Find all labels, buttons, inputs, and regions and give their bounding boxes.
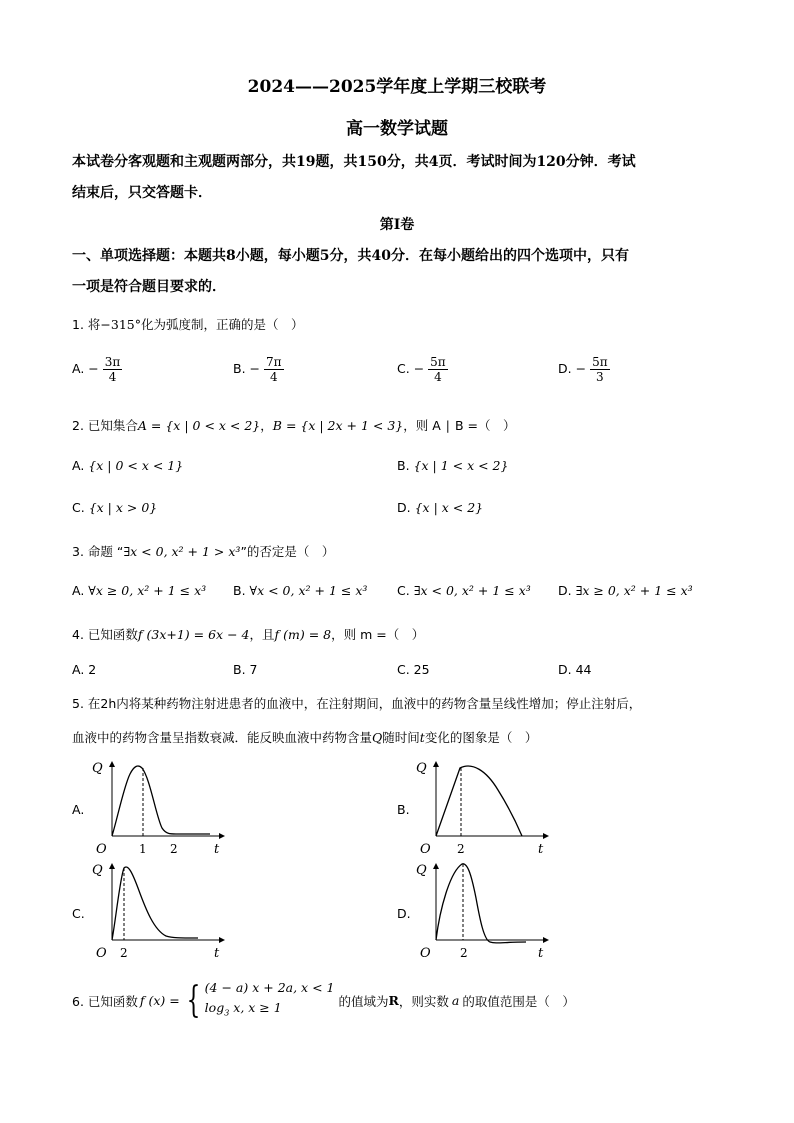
option-label: B.	[233, 583, 246, 598]
q6-cases	[205, 978, 335, 1024]
option-fraction	[428, 355, 448, 384]
option-sign: −	[88, 361, 99, 376]
q6-mid: 的值域为	[338, 993, 389, 1009]
q5-text-c: 变化的图象是（ ）	[424, 730, 538, 745]
tick-label: 1	[139, 842, 147, 856]
q1-expr: −315°	[100, 317, 141, 332]
graph-d-label[interactable]: D.	[397, 906, 411, 921]
x-axis-label: t	[214, 946, 220, 961]
q6-suffix-1: ，则实数	[398, 993, 449, 1009]
option-label: D.	[397, 500, 411, 515]
q4-expression-2: f (m) = 8	[274, 627, 332, 642]
q2-option-d[interactable]	[397, 500, 483, 515]
option-text: {x | 0 < x < 1}	[88, 458, 184, 473]
log-base: 3	[224, 1008, 230, 1018]
fraction-denominator: 4	[434, 370, 442, 384]
question-4	[72, 625, 424, 643]
option-sign: −	[249, 361, 261, 376]
graph-b[interactable]	[414, 756, 554, 860]
option-fraction	[103, 355, 123, 384]
q2-separator: ，	[260, 418, 273, 433]
q4-mid: ，且	[249, 627, 275, 642]
option-text: {x | x > 0}	[88, 500, 158, 515]
q3-option-c[interactable]	[397, 583, 531, 598]
q6-brace: {	[186, 979, 201, 1021]
intro-line-2: 结束后，只交答题卡．	[72, 185, 212, 201]
q1-prefix: 1. 将	[72, 317, 101, 332]
curve	[436, 864, 526, 943]
q5-variable-q: Q	[372, 730, 383, 745]
q1-suffix: 化为弧度制，正确的是（ ）	[141, 317, 304, 332]
q6-suffix-2: 的取值范围是（ ）	[462, 993, 575, 1009]
q3-expression: ∃x < 0, x² + 1 > x³	[123, 544, 241, 559]
y-axis-label: Q	[92, 863, 103, 878]
q3-prefix: 3. 命题 “	[72, 544, 124, 559]
q2-prefix: 2. 已知集合	[72, 418, 138, 433]
tick-label: 2	[170, 842, 178, 856]
q1-option-b[interactable]	[233, 355, 284, 384]
option-label: A.	[72, 583, 85, 598]
option-label: D.	[558, 361, 572, 376]
option-text: ∀x < 0, x² + 1 ≤ x³	[249, 583, 368, 598]
q2-set-b: B = {x | 2x + 1 < 3}	[272, 418, 404, 433]
origin-label: O	[420, 946, 431, 961]
y-axis-label: Q	[92, 761, 103, 776]
y-axis-label: Q	[416, 761, 427, 776]
fraction-numerator: 5π	[430, 355, 446, 369]
question-1	[72, 315, 304, 333]
fraction-numerator: 7π	[266, 355, 282, 369]
q3-option-b[interactable]	[233, 583, 367, 598]
q2-option-b[interactable]	[397, 458, 508, 473]
question-5-line-2	[72, 728, 537, 746]
x-axis-label: t	[538, 842, 544, 857]
graph-a-label[interactable]: A.	[72, 802, 85, 817]
q2-set-a: A = {x | 0 < x < 2}	[137, 418, 261, 433]
graph-c[interactable]	[90, 858, 230, 962]
q4-option-c[interactable]: C. 25	[397, 662, 430, 677]
q5-text-a: 血液中的药物含量呈指数衰减．能反映血液中药物含量	[72, 730, 373, 745]
volume-label: 第Ⅰ卷	[379, 217, 415, 233]
origin-label: O	[96, 842, 107, 857]
log-text: log	[204, 1000, 225, 1015]
q5-text-b: 随时间	[382, 730, 420, 745]
tick-label: 2	[457, 842, 465, 856]
q3-option-a[interactable]	[72, 583, 206, 598]
option-text: ∀x ≥ 0, x² + 1 ≤ x³	[88, 583, 207, 598]
option-fraction	[264, 355, 284, 384]
curve	[436, 766, 522, 836]
option-text: ∃x < 0, x² + 1 ≤ x³	[413, 583, 531, 598]
fraction-denominator: 4	[269, 370, 278, 384]
option-text: ∃x ≥ 0, x² + 1 ≤ x³	[575, 583, 693, 598]
q1-option-c[interactable]	[397, 355, 448, 384]
option-label: A.	[72, 458, 85, 473]
tick-label: 2	[460, 946, 468, 960]
fraction-denominator: 4	[108, 370, 117, 384]
q5-variable-t: t	[419, 730, 425, 745]
q6-prefix: 6. 已知函数	[72, 993, 138, 1009]
q3-suffix: ”的否定是（ ）	[240, 544, 335, 559]
graph-a[interactable]	[90, 756, 230, 860]
q4-expression-1: f (3x+1) = 6x − 4	[137, 627, 250, 642]
x-axis-label: t	[538, 946, 544, 961]
option-label: C.	[397, 361, 410, 376]
q3-option-d[interactable]	[558, 583, 693, 598]
exam-title: 2024——2025学年度上学期三校联考	[247, 77, 547, 97]
option-label: A.	[72, 361, 85, 376]
option-label: C.	[397, 583, 410, 598]
q4-suffix: ，则 m =（ ）	[331, 627, 425, 642]
option-sign: −	[575, 361, 587, 376]
q4-option-d[interactable]: D. 44	[558, 662, 592, 677]
q6-real-set: R	[388, 993, 399, 1009]
option-label: D.	[558, 583, 572, 598]
fraction-numerator: 3π	[104, 355, 121, 369]
option-text: {x | 1 < x < 2}	[413, 458, 509, 473]
option-fraction	[590, 355, 610, 384]
q4-option-b[interactable]: B. 7	[233, 662, 258, 677]
q1-option-a[interactable]	[72, 355, 122, 384]
option-sign: −	[413, 361, 425, 376]
q6-case-1: (4 − a) x + 2a, x < 1	[204, 980, 335, 995]
x-axis-label: t	[214, 842, 220, 857]
option-label: B.	[233, 361, 246, 376]
graph-c-label[interactable]: C.	[72, 906, 85, 921]
q4-prefix: 4. 已知函数	[72, 627, 138, 642]
q6-variable-a: a	[451, 993, 460, 1009]
question-5-line-1: 5. 在2h内将某种药物注射进患者的血液中，在注射期间，血液中的药物含量呈线性增加；停止注射后，	[72, 696, 642, 711]
graph-d[interactable]	[414, 858, 554, 962]
option-label: B.	[397, 458, 410, 473]
origin-label: O	[420, 842, 431, 857]
part1-heading-line-1: 一、单项选择题：本题共8小题，每小题5分，共40分．在每小题给出的四个选项中，只有	[72, 248, 629, 264]
tick-label: 2	[120, 946, 128, 960]
q6-case-2	[205, 998, 335, 1024]
q6-function-name: f (x) =	[139, 993, 180, 1009]
q1-option-d[interactable]	[558, 355, 610, 384]
fraction-denominator: 3	[596, 370, 604, 384]
graph-b-label[interactable]: B.	[397, 802, 410, 817]
fraction-numerator: 5π	[592, 355, 608, 369]
q2-suffix: ，则 A ∣ B =（ ）	[403, 418, 516, 433]
part1-heading-line-2: 一项是符合题目要求的．	[72, 279, 226, 295]
intro-line-1: 本试卷分客观题和主观题两部分，共19题，共150分，共4页．考试时间为120分钟．考试	[72, 154, 636, 170]
q2-option-a[interactable]	[72, 458, 183, 473]
exam-subtitle: 高一数学试题	[346, 119, 448, 139]
curve	[112, 766, 210, 836]
question-6	[72, 978, 575, 1024]
option-text: {x | x < 2}	[414, 500, 484, 515]
y-axis-label: Q	[416, 863, 427, 878]
log-argument: x, x ≥ 1	[229, 1000, 282, 1015]
question-2	[72, 416, 516, 434]
curve	[112, 867, 198, 940]
origin-label: O	[96, 946, 107, 961]
q2-option-c[interactable]	[72, 500, 157, 515]
q4-option-a[interactable]: A. 2	[72, 662, 97, 677]
question-3	[72, 542, 334, 560]
option-label: C.	[72, 500, 85, 515]
